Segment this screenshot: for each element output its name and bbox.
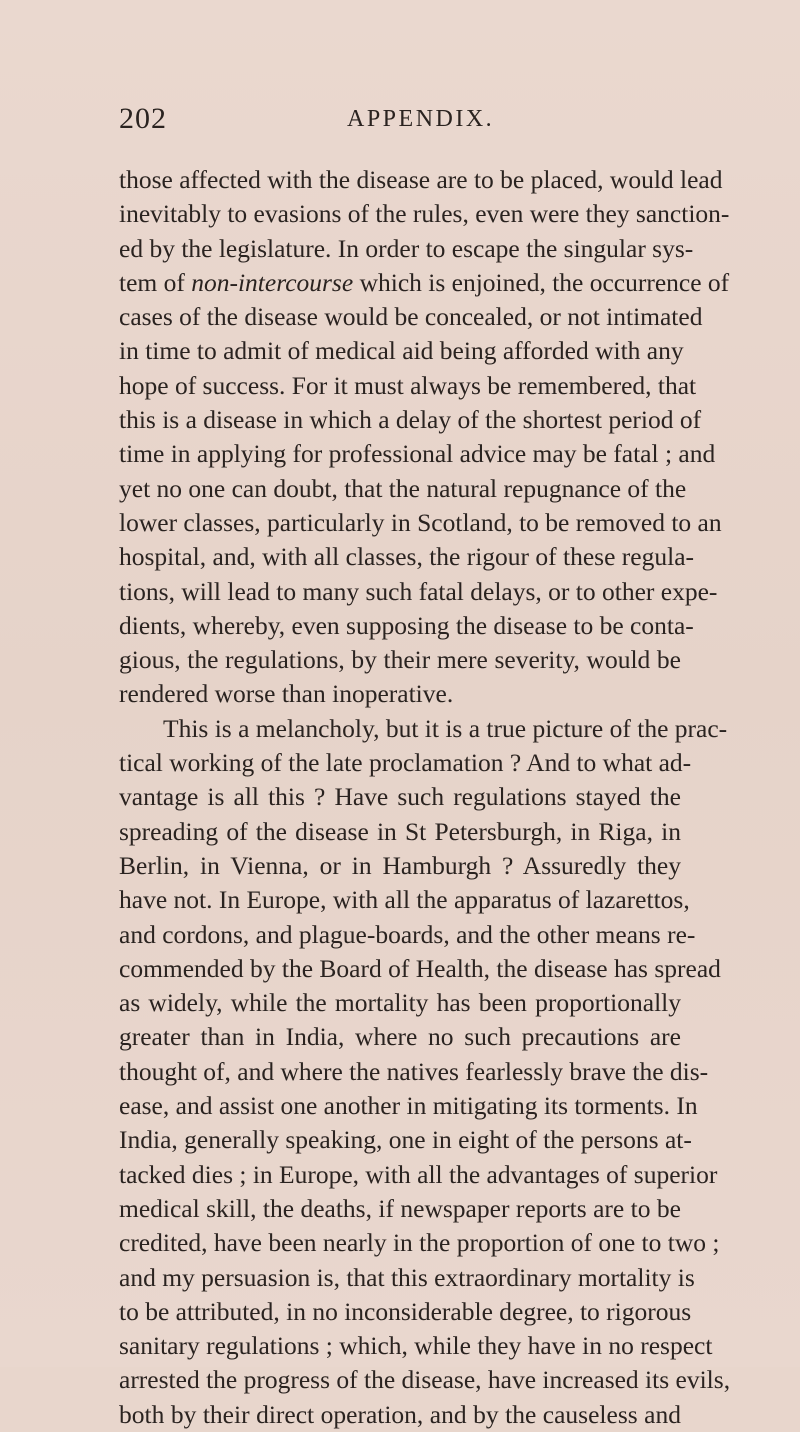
body-text xyxy=(119,163,731,1432)
text-line: as widely, while the mortality has been proportionally xyxy=(119,988,681,1018)
text-line: to be attributed, in no inconsiderable degree, to rigorous xyxy=(119,1296,692,1326)
text-line: inevitably to evasions of the rules, even were they sanction- xyxy=(119,199,730,229)
text-line: cases of the disease would be concealed, or not intimated xyxy=(119,302,703,332)
text-line: vantage is all this ? Have such regulations stayed the xyxy=(119,782,681,812)
text-line: thought of, and where the natives fearlessly brave the dis- xyxy=(119,1056,709,1086)
text-line: medical skill, the deaths, if newspaper reports are to be xyxy=(119,1193,681,1223)
page-number: 202 xyxy=(119,102,167,135)
text-line: have not. In Europe, with all the apparatus of lazarettos, xyxy=(119,885,690,915)
text-line: ease, and assist one another in mitigating its torments. In xyxy=(119,1091,698,1121)
text-line: credited, have been nearly in the proportion of one to two ; xyxy=(119,1228,720,1258)
text-line: ed by the legislature. In order to escape the singular sys- xyxy=(119,233,694,263)
text-line: and cordons, and plague-boards, and the other means re- xyxy=(119,919,696,949)
text-line: dients, whereby, even supposing the disease to be conta- xyxy=(119,610,694,640)
text-line: commended by the Board of Health, the disease has spread xyxy=(119,953,721,983)
text-line: Berlin, in Vienna, or in Hamburgh ? Assuredly they xyxy=(119,850,681,880)
text-segment: tem of xyxy=(119,267,185,297)
text-line: gious, the regulations, by their mere severity, would be xyxy=(119,645,681,675)
text-line: spreading of the disease in St Petersburgh, in Riga, in xyxy=(119,816,681,846)
text-line: greater than in India, where no such precautions are xyxy=(119,1022,681,1052)
text-line: tical working of the late proclamation ? And to what ad- xyxy=(119,748,692,778)
text-line: tacked dies ; in Europe, with all the advantages of superior xyxy=(119,1159,718,1189)
page-header xyxy=(119,102,679,142)
text-line: and my persuasion is, that this extraordinary mortality is xyxy=(119,1262,695,1292)
text-line: this is a disease in which a delay of the shortest period of xyxy=(119,405,702,435)
text-line: hospital, and, with all classes, the rigour of these regula- xyxy=(119,542,695,572)
text-line: India, generally speaking, one in eight of the persons at- xyxy=(119,1125,692,1155)
text-line: tions, will lead to many such fatal delays, or to other expe- xyxy=(119,576,718,606)
emphasis-text: non-intercourse xyxy=(191,267,354,297)
running-head: APPENDIX. xyxy=(347,106,495,132)
text-segment: which is enjoined, the occurrence of xyxy=(359,267,730,297)
text-line: rendered worse than inoperative. xyxy=(119,679,454,709)
text-line: hope of success. For it must always be remembered, that xyxy=(119,370,697,400)
text-line: both by their direct operation, and by the causeless and xyxy=(119,1399,681,1429)
text-line: those affected with the disease are to be placed, would lead xyxy=(119,165,723,194)
text-line: yet no one can doubt, that the natural repugnance of the xyxy=(119,473,687,503)
text-line: arrested the progress of the disease, have increased its evils, xyxy=(119,1365,731,1395)
text-line: in time to admit of medical aid being afforded with any xyxy=(119,336,684,366)
text-line xyxy=(119,266,730,300)
text-line: lower classes, particularly in Scotland, to be removed to an xyxy=(119,507,722,537)
text-line: sanitary regulations ; which, while they have in no respect xyxy=(119,1331,713,1361)
text-line: This is a melancholy, but it is a true picture of the prac- xyxy=(163,713,728,743)
text-line: time in applying for professional advice may be fatal ; and xyxy=(119,439,716,469)
